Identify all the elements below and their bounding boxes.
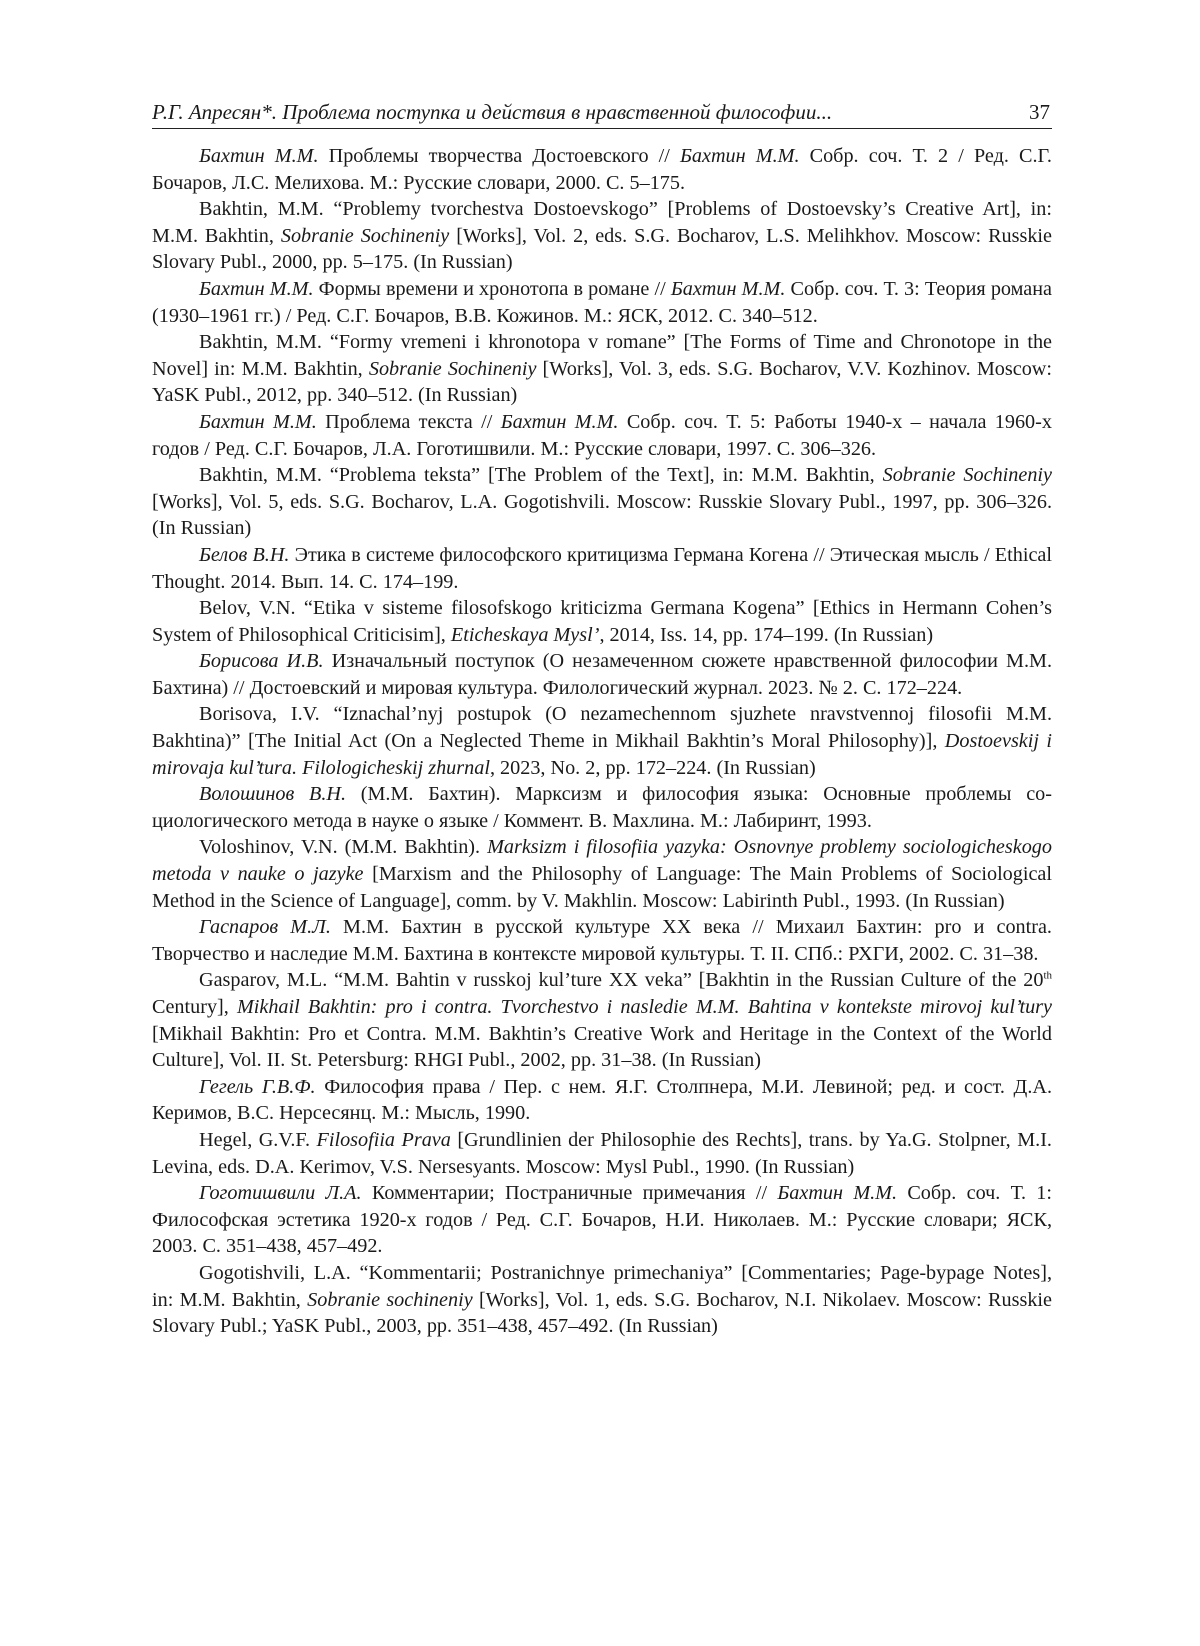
running-title: Р.Г. Апресян*. Проблема поступка и действия в нравственной философии... xyxy=(152,100,833,124)
reference-italic-text: Борисова И.В. xyxy=(199,650,324,673)
reference-italic-text: Sobranie sochineniy xyxy=(307,1288,473,1311)
reference-text: (М.М. Бахтин). Марксизм и философия языка: Основные проблемы социологического метода в науке о языке / Коммент. В. Махлина. М.: Лабиринт, 1993. xyxy=(152,783,1052,832)
reference-italic-text: Eticheskaya Mysl’ xyxy=(450,623,600,646)
reference-italic-text: Бахтин М.М. xyxy=(199,145,319,167)
reference-entry xyxy=(152,834,1052,914)
reference-entry xyxy=(152,1074,1052,1127)
reference-text: Voloshinov, V.N. (M.M. Bakhtin). xyxy=(199,836,488,859)
reference-text: , 2014, Iss. 14, pp. 174–199. (In Russian) xyxy=(599,623,934,646)
reference-text: [Works], Vol. 2, eds. S.G. Bocharov, L.S. Melihkhov. Moscow: Russkie Slovary Publ., 2000, pp. 5–175. (In Russian) xyxy=(152,224,1053,274)
reference-italic-text: Бахтин М.М. xyxy=(777,1182,898,1205)
reference-italic-text: Sobranie Sochineniy xyxy=(280,224,450,247)
reference-italic-text: Бахтин М.М. xyxy=(199,410,317,433)
reference-italic-text: Dostoevskij i mirovaja kul’tura. Filologicheskij zhurnal xyxy=(152,730,1052,779)
reference-text: Belov, V.N. “Etika v sisteme filosofskogo kriticizma Germana Kogena” [Ethics in Hermann Cohen’s System of Philosophical Criticisim], xyxy=(152,597,1052,646)
reference-text: Проблемы творчества Достоевского // xyxy=(318,145,681,167)
reference-text: Bakhtin, M.M. “Problema teksta” [The Problem of the Text], in: M.M. Bakhtin, xyxy=(199,464,883,487)
reference-italic-text: Sobranie Sochineniy xyxy=(368,357,537,380)
reference-text: [Mikhail Bakhtin: Pro et Contra. M.M. Bakhtin’s Creative Work and Heritage in the Context of the World Culture], Vol. II. St. Petersburg: RHGI Publ., 2002, pp. 31–38. (In Russian) xyxy=(152,1022,1052,1072)
reference-text: Hegel, G.V.F. xyxy=(199,1128,317,1151)
reference-entry xyxy=(152,462,1052,542)
reference-entry xyxy=(152,196,1052,276)
reference-text: М.М. Бахтин в русской культуре XX века // Михаил Бахтин: pro и contra. Творчество и наследие М.М. Бахтина в контексте мировой культуры. Т. II. СПб.: РХГИ, 2002. С. 31–38. xyxy=(152,916,1052,965)
reference-italic-text: Marksizm i filosofiia yazyka: Osnovnye problemy sociologicheskogo metoda v nauke o jazyke xyxy=(152,836,1052,886)
reference-italic-text: Гегель Г.В.Ф. xyxy=(199,1075,316,1098)
reference-entry xyxy=(152,701,1052,781)
reference-text: Изначальный поступок (О незамеченном сюжете нравственной философии М.М. Бахтина) // Достоевский и мировая культура. Филологический журнал. 2023. № 2. С. 172–224. xyxy=(152,650,1052,699)
reference-text: [Marxism and the Philosophy of Language: The Main Problems of Sociological Method in the Science of Language], comm. by V. Makhlin. Moscow: Labirinth Publ., 1993. (In Russian) xyxy=(152,863,1053,912)
reference-text: Borisova, I.V. “Iznachal’nyj postupok (O nezamechennom sjuzhete nravstvennoj filosofii M.M. Bakhtina)” [The Initial Act (On a Neglected Theme in Mikhail Bakhtin’s Moral Philosophy)], xyxy=(152,703,1052,753)
reference-entry xyxy=(152,914,1052,967)
reference-text: Собр. соч. Т. 2 / Ред. С.Г. Бочаров, Л.С. Мелихова. М.: Русские словари, 2000. С. 5–175. xyxy=(152,145,1052,194)
reference-text: th xyxy=(1043,969,1052,982)
reference-text: Собр. соч. Т. 5: Работы 1940-х – начала 1960-х годов / Ред. С.Г. Бочаров, Л.А. Гоготишвили. М.: Русские словари, 1997. С. 306–326. xyxy=(152,410,1052,460)
reference-text: Этика в системе философского критицизма Германа Когена // Этическая мысль / Ethical Thought. 2014. Вып. 14. С. 174–199. xyxy=(152,543,1052,593)
reference-entry xyxy=(152,1260,1052,1340)
journal-page xyxy=(152,100,1052,1340)
reference-entry xyxy=(152,1180,1052,1260)
page-number: 37 xyxy=(1029,100,1050,124)
reference-italic-text: Гоготишвили Л.А. xyxy=(199,1182,362,1205)
reference-list xyxy=(152,143,1052,1340)
reference-entry xyxy=(152,329,1052,409)
reference-italic-text: Белов В.Н. xyxy=(199,543,290,566)
reference-entry xyxy=(152,781,1052,834)
running-header xyxy=(152,100,1052,129)
reference-text: Проблема текста // xyxy=(316,410,501,433)
reference-text: Century], xyxy=(152,996,237,1018)
reference-text: Gogotishvili, L.A. “Kommentarii; Postranichnye primechaniya” [Commentaries; Page-bypage Notes], in: M.M. Bakhtin, xyxy=(152,1261,1052,1311)
reference-text: Формы времени и хронотопа в романе // xyxy=(313,277,671,300)
reference-text: Bakhtin, M.M. “Formy vremeni i khronotopa v romane” [The Forms of Time and Chronotope in the Novel] in: M.M. Bakhtin, xyxy=(152,331,1052,380)
reference-text: [Works], Vol. 5, eds. S.G. Bocharov, L.A. Gogotishvili. Moscow: Russkie Slovary Publ., 1997, pp. 306–326. (In Russian) xyxy=(152,490,1052,540)
reference-entry xyxy=(152,648,1052,701)
reference-italic-text: Бахтин М.М. xyxy=(680,145,800,167)
reference-entry xyxy=(152,409,1052,462)
reference-italic-text: Mikhail Bakhtin: pro i contra. Tvorchestvo i nasledie M.M. Bahtina v kontekste mirovoj kul’tury xyxy=(236,996,1052,1018)
reference-entry xyxy=(152,595,1052,648)
reference-entry xyxy=(152,143,1052,196)
reference-entry xyxy=(152,1127,1052,1180)
reference-italic-text: Гаспаров М.Л. xyxy=(199,916,331,939)
reference-text: Собр. соч. Т. 1: Философская эстетика 1920-х годов / Ред. С.Г. Бочаров, Н.И. Николаев. М.: Русские словари; ЯСК, 2003. С. 351–438, 457–492. xyxy=(152,1182,1052,1258)
reference-italic-text: Sobranie Sochineniy xyxy=(882,464,1052,487)
reference-italic-text: Волошинов В.Н. xyxy=(199,783,347,806)
reference-italic-text: Бахтин М.М. xyxy=(500,410,619,433)
reference-entry xyxy=(152,967,1052,1073)
reference-italic-text: Бахтин М.М. xyxy=(670,277,786,300)
reference-italic-text: Бахтин М.М. xyxy=(199,277,314,300)
reference-text: , 2023, No. 2, pp. 172–224. (In Russian) xyxy=(489,756,816,779)
reference-text: [Works], Vol. 3, eds. S.G. Bocharov, V.V. Kozhinov. Moscow: YaSK Publ., 2012, pp. 340–512. (In Russian) xyxy=(152,357,1052,407)
reference-text: Gasparov, M.L. “M.M. Bahtin v russkoj kul’ture XX veka” [Bakhtin in the Russian Culture of the 20 xyxy=(199,969,1044,992)
reference-text: [Works], Vol. 1, eds. S.G. Bocharov, N.I. Nikolaev. Moscow: Russkie Slovary Publ.; YaSK Publ., 2003, pp. 351–438, 457–492. (In Russian) xyxy=(152,1288,1052,1338)
reference-italic-text: Filosofiia Prava xyxy=(316,1128,451,1151)
reference-text: Комментарии; Постраничные примечания // xyxy=(361,1182,778,1205)
reference-text: [Grundlinien der Philosophie des Rechts], trans. by Ya.G. Stolpner, M.I. Levina, eds. D.A. Kerimov, V.S. Nersesyants. Moscow: Mysl Publ., 1990. (In Russian) xyxy=(152,1128,1052,1178)
reference-text: Философия права / Пер. с нем. Я.Г. Столпнера, М.И. Левиной; ред. и сост. Д.А. Керимов, В.С. Нерсесянц. М.: Мысль, 1990. xyxy=(152,1075,1052,1125)
reference-text: Bakhtin, M.M. “Problemy tvorchestva Dostoevskogo” [Problems of Dostoevsky’s Creative Art], in: M.M. Bakhtin, xyxy=(152,198,1052,247)
reference-text: Собр. соч. Т. 3: Теория романа (1930–1961 гг.) / Ред. С.Г. Бочаров, В.В. Кожинов. М.: ЯСК, 2012. С. 340–512. xyxy=(152,277,1052,327)
reference-entry xyxy=(152,542,1052,595)
reference-entry xyxy=(152,276,1052,329)
